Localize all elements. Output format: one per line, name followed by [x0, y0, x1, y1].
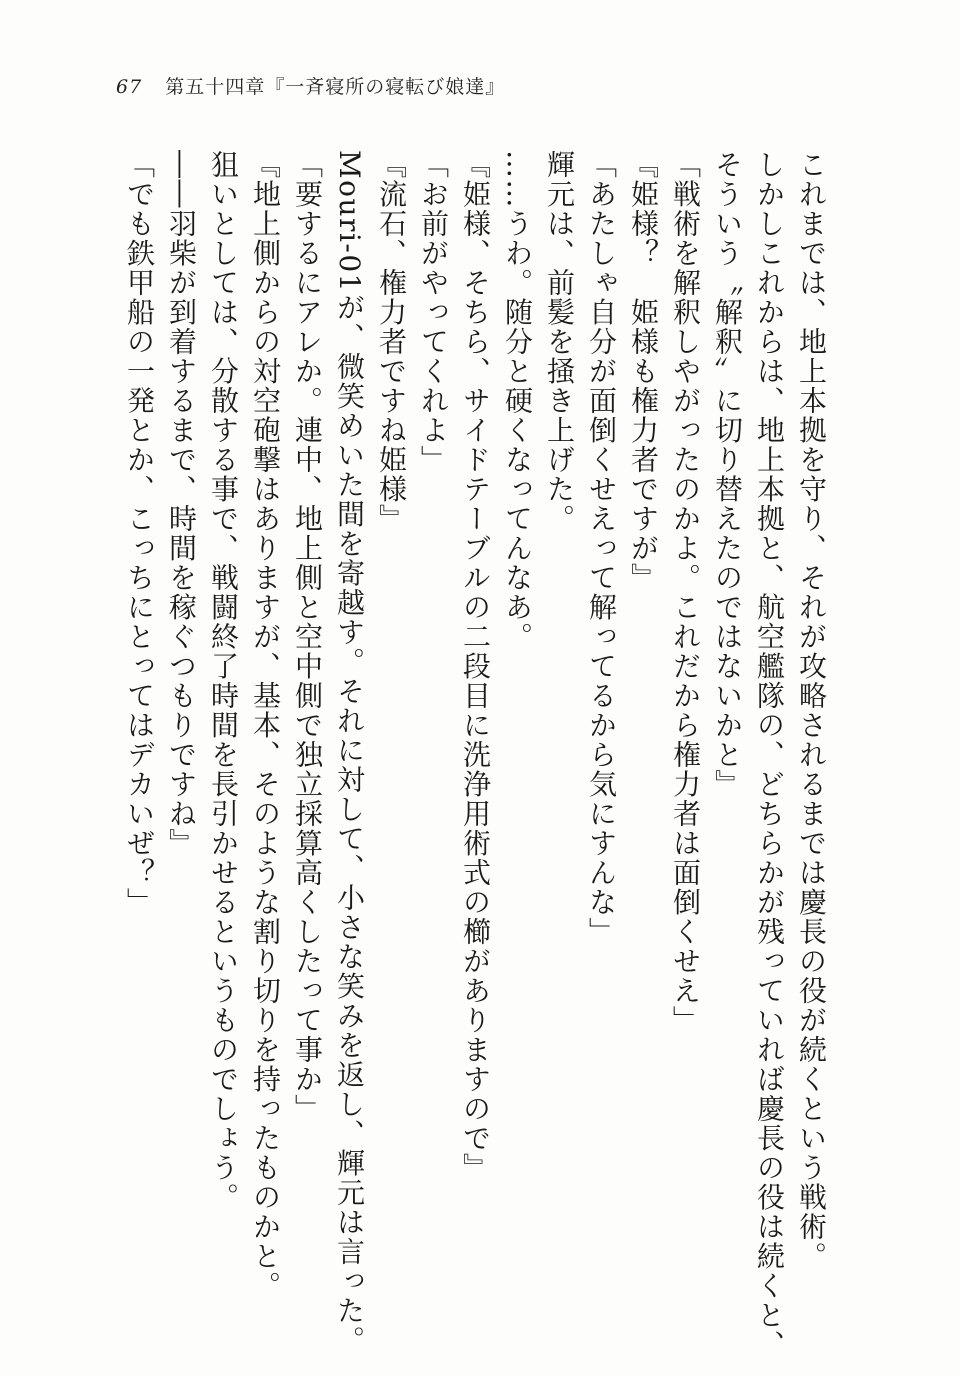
text-line: 「あたしゃ自分が面倒くせえって解ってるから気にすんな」: [585, 150, 618, 947]
text-line: 狙いとしては、分散する事で、戦闘終了時間を長引かせるというものでしょう。: [207, 150, 240, 1212]
text-line: 「お前がやってくれよ」: [417, 150, 450, 475]
text-line: そういう〝解釈〟に切り替えたのではないかと』: [711, 150, 744, 799]
text-line: 「要するにアレか。連中、地上側と空中側で独立採算高くしたって事か」: [291, 150, 324, 1124]
text-line: これまでは、地上本拠を守り、それが攻略されるまでは慶長の役が続くという戦術。: [795, 150, 828, 1271]
body-text: [118, 150, 832, 1360]
text-line: 『姫様？ 姫様も権力者ですが』: [627, 150, 660, 593]
text-line: 『流石、権力者ですね姫様』: [375, 150, 408, 534]
text-line: Mouri-01が、微笑めいた間を寄越す。それに対して、小さな笑みを返し、輝元は言った。: [333, 150, 366, 1355]
running-header: [116, 72, 505, 99]
text-line: 「でも鉄甲船の一発とか、こっちにとってはデカいぜ？」: [123, 150, 156, 917]
chapter-title: 第五十四章『一斉寝所の寝転び娘達』: [165, 76, 506, 98]
text-line: 「戦術を解釈しやがったのかよ。これだから権力者は面倒くせえ」: [669, 150, 702, 1035]
text-line: 『姫様、そちら、サイドテーブルの二段目に洗浄用術式の櫛がありますので』: [459, 150, 492, 1183]
text-line: ――羽柴が到着するまで、時間を稼ぐつもりですね』: [165, 150, 198, 858]
text-line: しかしこれからは、地上本拠と、航空艦隊の、どちらかが残っていれば慶長の役は続くと、: [753, 150, 786, 1360]
text-line: ……うわ。随分と硬くなってんなあ。: [501, 150, 534, 652]
text-line: 『地上側からの対空砲撃はありますが、基本、そのような割り切りを持ったものかと。: [249, 150, 282, 1301]
page-number: 67: [116, 76, 143, 98]
text-line: 輝元は、前髪を掻き上げた。: [543, 150, 576, 534]
